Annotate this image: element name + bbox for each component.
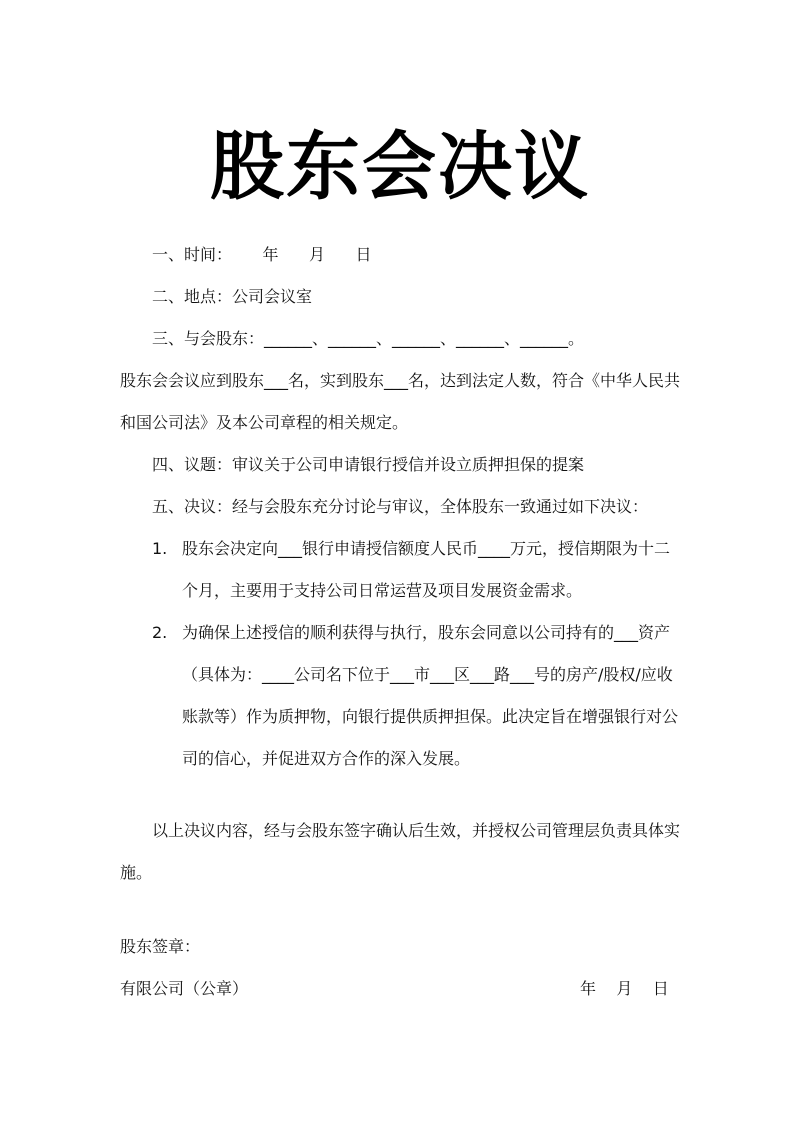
item-1-number: 1. [152, 539, 168, 558]
meeting-place-line: 二、地点：公司会议室 [152, 287, 313, 306]
quorum-line-2: 和国公司法》及本公司章程的相关规定。 [120, 413, 409, 432]
closing-line-2: 施。 [120, 863, 153, 882]
item-2-line-4: 司的信心，并促进双方合作的深入发展。 [182, 749, 471, 768]
company-seal-label: 有限公司（公章） [120, 979, 249, 998]
item-2-number: 2. [152, 623, 168, 642]
item-2-line-2: （具体为：____公司名下位于___市___区___路___号的房产/股权/应收 [182, 665, 673, 684]
signature-date: 年 月 日 [580, 979, 669, 998]
attendees-line: 三、与会股东：______、______、______、______、______。 [152, 329, 585, 348]
item-1-line-1: 股东会决定向___银行申请授信额度人民币____万元，授信期限为十二 [182, 539, 671, 558]
quorum-line-1: 股东会会议应到股东___名，实到股东___名，达到法定人数，符合《中华人民共 [120, 371, 681, 390]
closing-line-1: 以上决议内容，经与会股东签字确认后生效，并授权公司管理层负责具体实 [152, 821, 681, 840]
page-title: 股东会决议 [210, 124, 590, 210]
resolution-line: 五、决议：经与会股东充分讨论与审议，全体股东一致通过如下决议： [152, 497, 649, 516]
item-1-line-2: 个月，主要用于支持公司日常运营及项目发展资金需求。 [182, 581, 583, 600]
meeting-time-line: 一、时间： 年 月 日 [152, 245, 372, 264]
signature-label: 股东签章： [120, 937, 201, 956]
agenda-line: 四、议题：审议关于公司申请银行授信并设立质押担保的提案 [152, 455, 585, 474]
item-2-line-1: 为确保上述授信的顺利获得与执行，股东会同意以公司持有的___资产 [182, 623, 671, 642]
item-2-line-3: 账款等）作为质押物，向银行提供质押担保。此决定旨在增强银行对公 [182, 707, 679, 726]
